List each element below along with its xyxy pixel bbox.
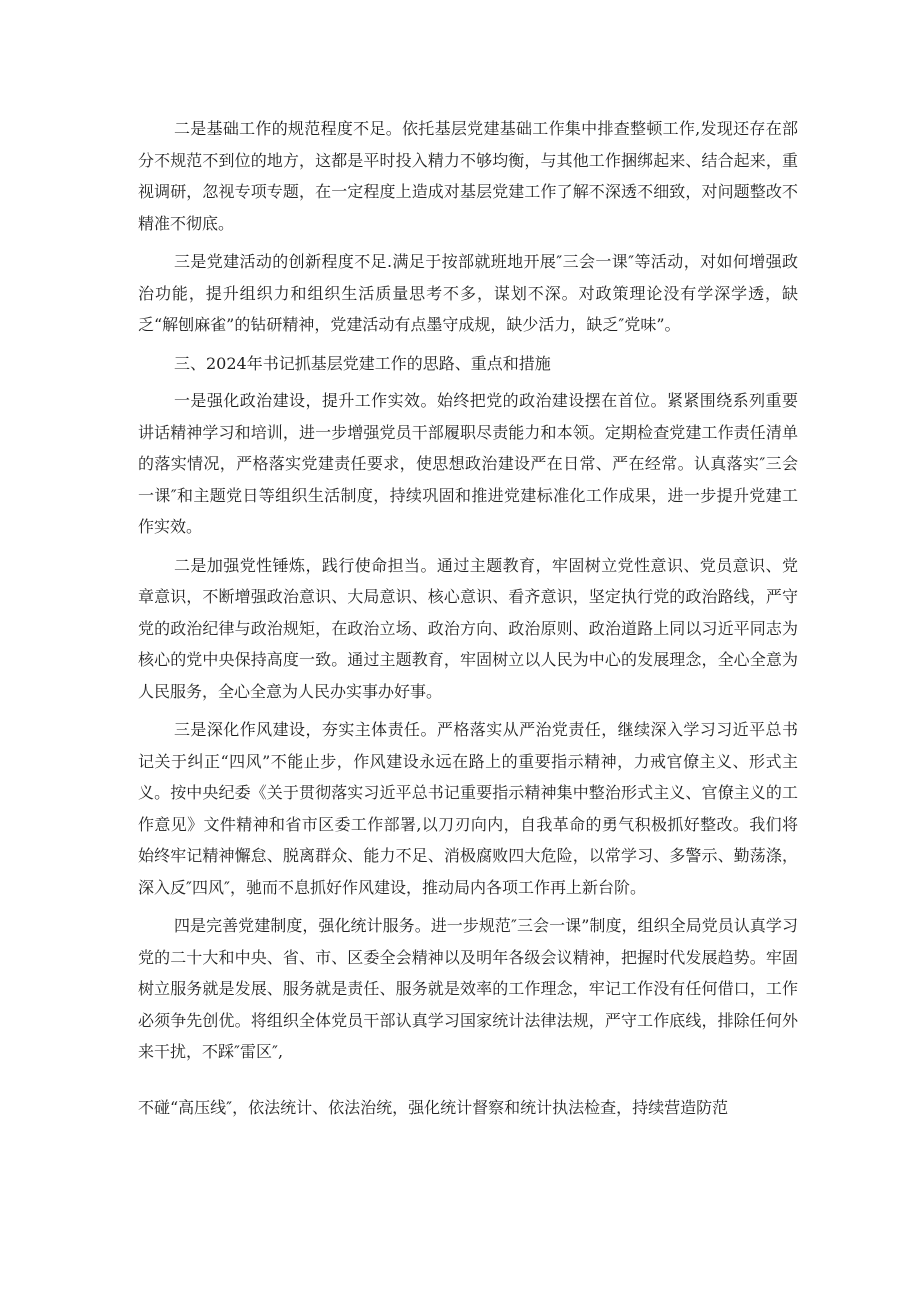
paragraph-political-building — [138, 385, 798, 543]
paragraph-lead: 二是加强党性锤炼，践行使命担当。 — [174, 555, 437, 575]
paragraph-lead: 三是深化作风建设，夯实主体责任。 — [174, 720, 437, 739]
paragraph-work-style — [138, 714, 798, 903]
paragraph-party-spirit — [138, 550, 798, 708]
paragraph-basic-work — [138, 113, 798, 239]
paragraph-text: 通过主题教育，牢固树立党性意识、党员意识、党章意识，不断增强政治意识、大局意识、核心意识、看齐意识，坚定执行党的政治路线，严守党的政治纪律与政治规矩，在政治立场、政治方向、政治原则、政治道路上同以习近平同志为核心的党中央保持高度一致。通过主题教育，牢固树立以人民为中心的发展理念，全心全意为人民服务，全心全意为人民办实事办好事。 — [138, 555, 798, 701]
paragraph-text: 严格落实从严治党责任，继续深入学习习近平总书记关于纠正“四风”不能止步，作风建设永远在路上的重要指示精神，力戒官僚主义、形式主义。按中央纪委《关于贯彻落实习近平总书记重要指示精神集中整治形式主义、官僚主义的工作意见》文件精神和省市区委工作部署,以刀刃向内，自我革命的勇气积极抓好整改。我们将始终牢记精神懈怠、脱离群众、能力不足、消极腐败四大危险，以常学习、多警示、勤荡涤，深入反″四风″，驰而不息抓好作风建设，推动局内各项工作再上新台阶。 — [138, 720, 798, 897]
paragraph-text: 不碰“高压线″，依法统计、依法治统，强化统计督察和统计执法检查，持续营造防范 — [138, 1097, 729, 1117]
section-heading — [138, 348, 798, 380]
paragraph-lead: 三是党建活动的创新程度不足. — [174, 252, 393, 271]
paragraph-text: 始终把党的政治建设摆在首位。紧紧围绕系列重要讲话精神学习和培训，进一步增强党员干部履职尽责能力和本领。定期检查党建工作责任清单的落实情况，严格落实党建责任要求，使思想政治建设严在日常、严在经常。认真落实″三会一课″和主题党日等组织生活制度，持续巩固和推进党建标准化工作成果，进一步提升党建工作实效。 — [138, 391, 798, 536]
document-body — [138, 113, 798, 1130]
paragraph-text: 依托基层党建基础工作集中排查整顿工作,发现还存在部分不规范不到位的地方，这都是平时投入精力不够均衡，与其他工作捆绑起来、结合起来，重视调研，忽视专项专题，在一定程度上造成对基层党建工作了解不深透不细致，对问题整改不精准不彻底。 — [138, 119, 798, 233]
paragraph-lead: 二是基础工作的规范程度不足。 — [174, 119, 403, 138]
paragraph-innovation — [138, 246, 798, 341]
paragraph-lead: 四是完善党建制度，强化统计服务。 — [174, 916, 431, 935]
paragraph-party-system — [138, 910, 798, 1068]
paragraph-lead: 一是强化政治建设，提升工作实效。 — [174, 391, 437, 410]
paragraph-text: 进一步规范″三会一课”制度，组织全局党员认真学习党的二十大和中央、省、市、区委全会精神以及明年各级会议精神，把握时代发展趋势。牢固树立服务就是发展、服务就是责任、服务就是效率的工作理念，牢记工作没有任何借口，工作必须争先创优。将组织全体党员干部认真学习国家统计法律法规，严守工作底线，排除任何外来干扰，不踩″雷区″, — [138, 916, 798, 1061]
paragraph-continuation — [138, 1092, 798, 1124]
section-heading-text: 三、2024年书记抓基层党建工作的思路、重点和措施 — [174, 353, 551, 373]
paragraph-text: 满足于按部就班地开展″三会一课″等活动，对如何增强政治功能，提升组织力和组织生活质量思考不多，谋划不深。对政策理论没有学深学透，缺乏“解刨麻雀”的钻研精神，党建活动有点墨守成规，缺少活力，缺乏″党味”。 — [138, 252, 798, 334]
